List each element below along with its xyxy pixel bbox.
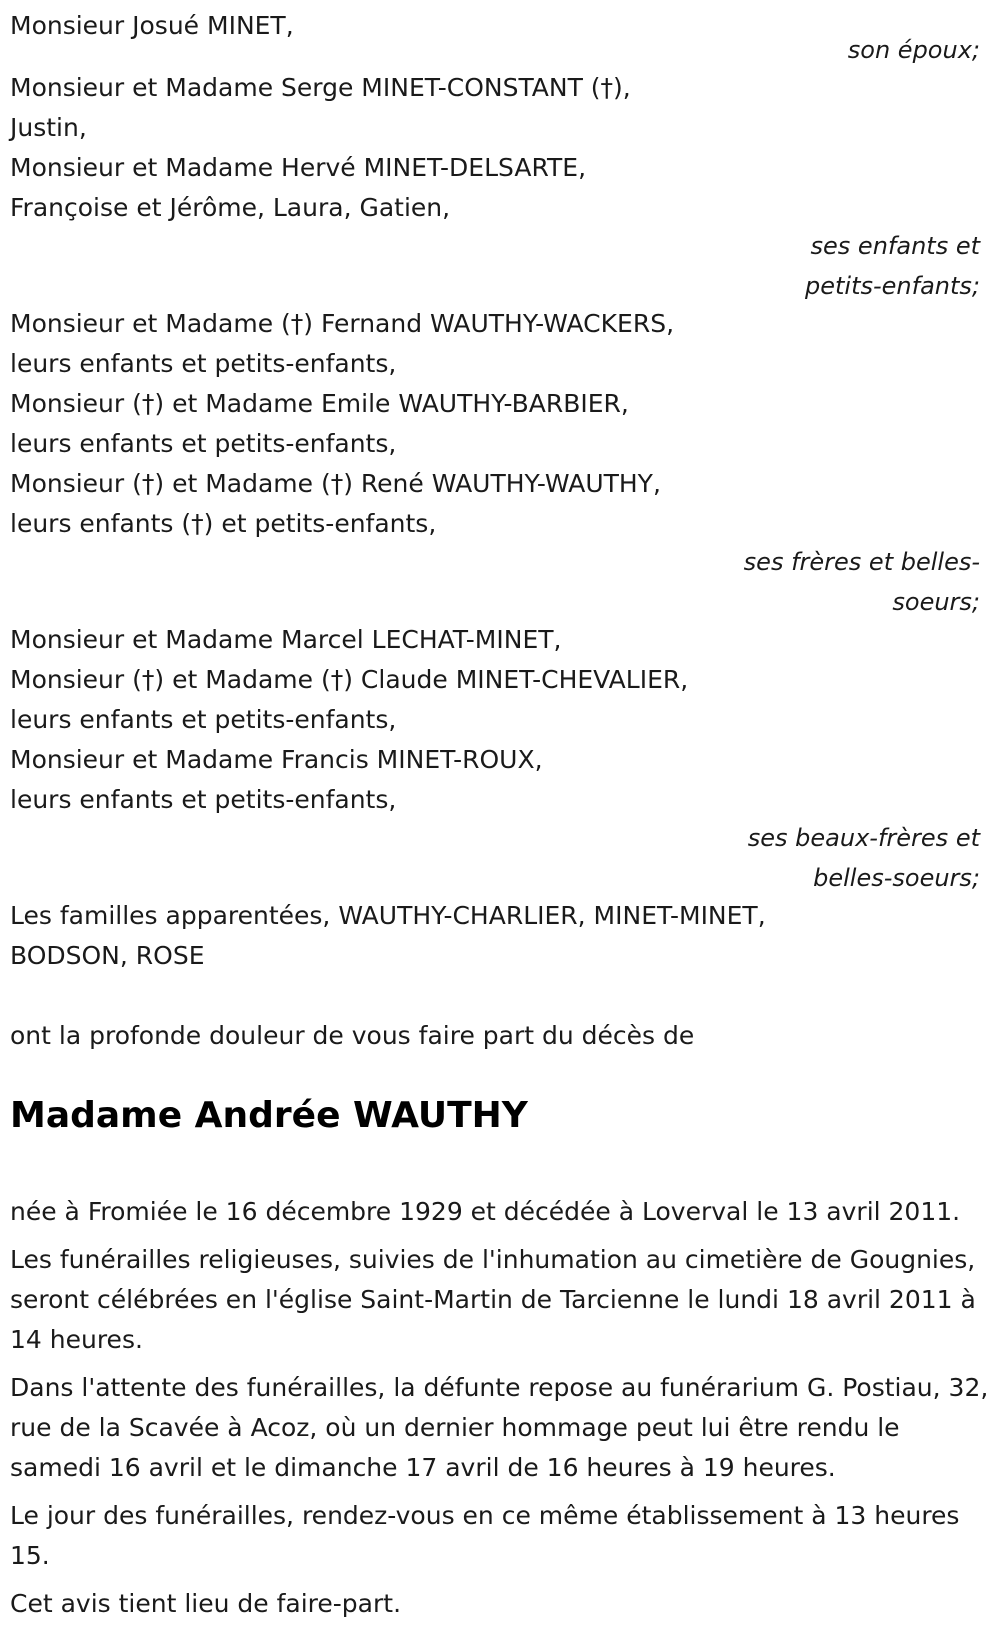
birth-death-dates: née à Fromiée le 16 décembre 1929 et décédée à Loverval le 13 avril 2011. [10,1197,961,1226]
relation-line: ses beaux-frères et [747,824,980,852]
family-line: Monsieur et Madame (†) Fernand WAUTHY-WACKERS, [10,309,675,338]
notice-statement: Cet avis tient lieu de faire-part. [10,1589,402,1618]
family-group-in-laws [10,620,990,820]
relation-line: petits-enfants; [805,272,980,300]
meeting-info: Le jour des funérailles, rendez-vous en ce même établissement à 13 heures 15. [10,1501,960,1570]
funeral-details [10,1192,990,1624]
family-line: leurs enfants et petits-enfants, [10,785,397,814]
relation-label-siblings [660,542,990,622]
relation-label-spouse [660,30,990,70]
family-line: Monsieur et Madame Serge MINET-CONSTANT (†), [10,73,631,102]
family-line: Justin, [10,113,87,142]
relation-line: belles-soeurs; [813,864,980,892]
relation-label-in-laws [660,818,990,898]
family-line: Monsieur et Madame Hervé MINET-DELSARTE, [10,153,587,182]
family-group-siblings [10,304,990,544]
family-group-related-families [10,896,990,976]
announcement-text: ont la profonde douleur de vous faire part du décès de [10,1021,695,1050]
relation-line: soeurs; [892,588,980,616]
family-line: Monsieur (†) et Madame (†) Claude MINET-CHEVALIER, [10,665,689,694]
family-line: Monsieur et Madame Marcel LECHAT-MINET, [10,625,562,654]
family-line: leurs enfants et petits-enfants, [10,349,397,378]
relation-label-children [660,226,990,306]
relation-line: son époux; [847,36,980,64]
family-line: BODSON, ROSE [10,941,205,970]
family-line: leurs enfants (†) et petits-enfants, [10,509,437,538]
deceased-name: Madame Andrée WAUTHY [10,1095,528,1136]
family-group-children [10,68,990,228]
ceremony-info: Les funérailles religieuses, suivies de l'inhumation au cimetière de Gougnies, seront célébrées en l'église Saint-Martin de Tarcienne le lundi 18 avril 2011 à 14 heures. [10,1245,976,1354]
relation-line: ses enfants et [810,232,980,260]
family-line: Monsieur Josué MINET, [10,11,294,40]
family-line: Monsieur et Madame Francis MINET-ROUX, [10,745,543,774]
viewing-info: Dans l'attente des funérailles, la défunte repose au funérarium G. Postiau, 32, rue de la Scavée à Acoz, où un dernier hommage peut lui être rendu le samedi 16 avril et le dimanche 17 avril de 16 heures à 19 heures. [10,1373,989,1482]
family-line: Monsieur (†) et Madame (†) René WAUTHY-WAUTHY, [10,469,661,498]
family-line: Françoise et Jérôme, Laura, Gatien, [10,193,451,222]
family-line: leurs enfants et petits-enfants, [10,705,397,734]
family-line: Les familles apparentées, WAUTHY-CHARLIER, MINET-MINET, [10,901,766,930]
family-line: leurs enfants et petits-enfants, [10,429,397,458]
family-line: Monsieur (†) et Madame Emile WAUTHY-BARBIER, [10,389,629,418]
relation-line: ses frères et belles- [743,548,980,576]
